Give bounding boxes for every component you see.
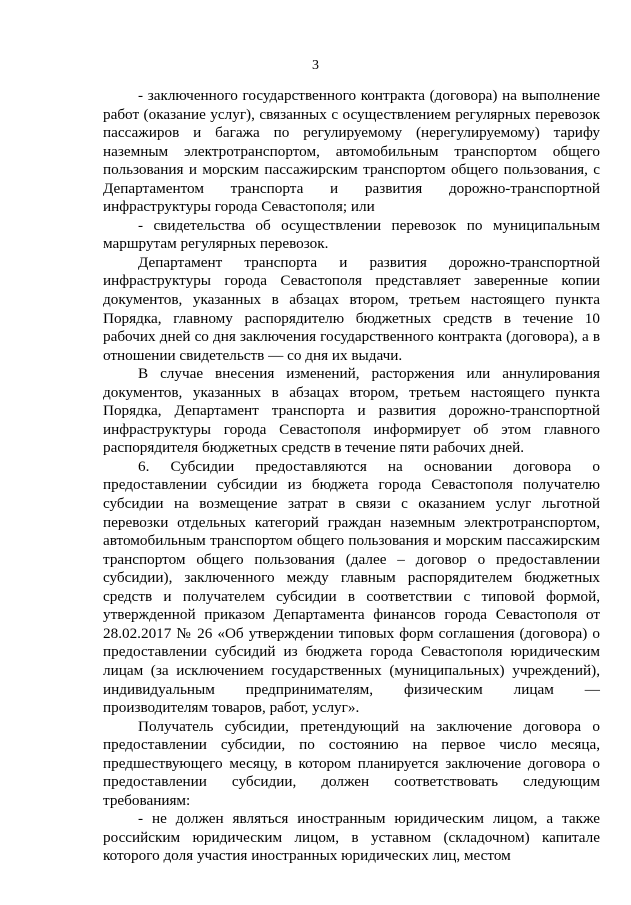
page-number: 3 xyxy=(312,58,319,73)
paragraph-changes-notice: В случае внесения изменений, расторжения или аннулирования документов, указанных в абзацах втором, третьем настоящего пункта Порядка, Департамент транспорта и развития дорожно-транспортной инфраструктуры города Севастополя информирует об этом главного распорядителя бюджетных средств в течение пяти рабочих дней. xyxy=(103,365,600,457)
paragraph-foreign-entity-item: - не должен являться иностранным юридическим лицом, а также российским юридическим лицом, в уставном (складочном) капитале которого доля участия иностранных юридических лиц, местом xyxy=(103,810,600,865)
paragraph-certificate-item: - свидетельства об осуществлении перевозок по муниципальным маршрутам регулярных перевозок. xyxy=(103,216,600,253)
paragraph-contract-item: - заключенного государственного контракта (договора) на выполнение работ (оказание услуг), связанных с осуществлением регулярных перевозок пассажиров и багажа по регулируемому (нерегулируемому) тарифу наземным электротранспортом, автомобильным транспортом общего пользования и морским пассажирским транспортом общего пользования, с Департаментом транспорта и развития дорожно-транспортной инфраструктуры города Севастополя; или xyxy=(103,87,600,216)
paragraph-recipient-requirements: Получатель субсидии, претендующий на заключение договора о предоставлении субсидии, по состоянию на первое число месяца, предшествующего месяцу, в котором планируется заключение договора о предоставлении субсидии, должен соответствовать следующим требованиям: xyxy=(103,717,600,809)
paragraph-department-copies: Департамент транспорта и развития дорожно-транспортной инфраструктуры города Севастополя представляет заверенные копии документов, указанных в абзацах втором, третьем настоящего пункта Порядка, главному распорядителю бюджетных средств в течение 10 рабочих дней со дня заключения государственного контракта (договора), а в отношении свидетельств — со дня их выдачи. xyxy=(103,253,600,364)
paragraph-section-6: 6. Субсидии предоставляются на основании договора о предоставлении субсидии из бюджета города Севастополя получателю субсидии на возмещение затрат в связи с оказанием услуг льготной перевозки отдельных категорий граждан наземным электротранспортом, автомобильным транспортом общего пользования и морским пассажирским транспортом общего пользования (далее – договор о предоставлении субсидии), заключенного между главным распорядителем бюджетных средств и получателем субсидии в соответствии с типовой формой, утвержденной приказом Департамента финансов города Севастополя от 28.02.2017 № 26 «Об утверждении типовых форм соглашения (договора) о предоставлении субсидий из бюджета города Севастополя юридическим лицам (за исключением государственных (муниципальных) учреждений), индивидуальным предпринимателям, физическим лицам — производителям товаров, работ, услуг». xyxy=(103,457,600,717)
document-body xyxy=(103,87,600,866)
